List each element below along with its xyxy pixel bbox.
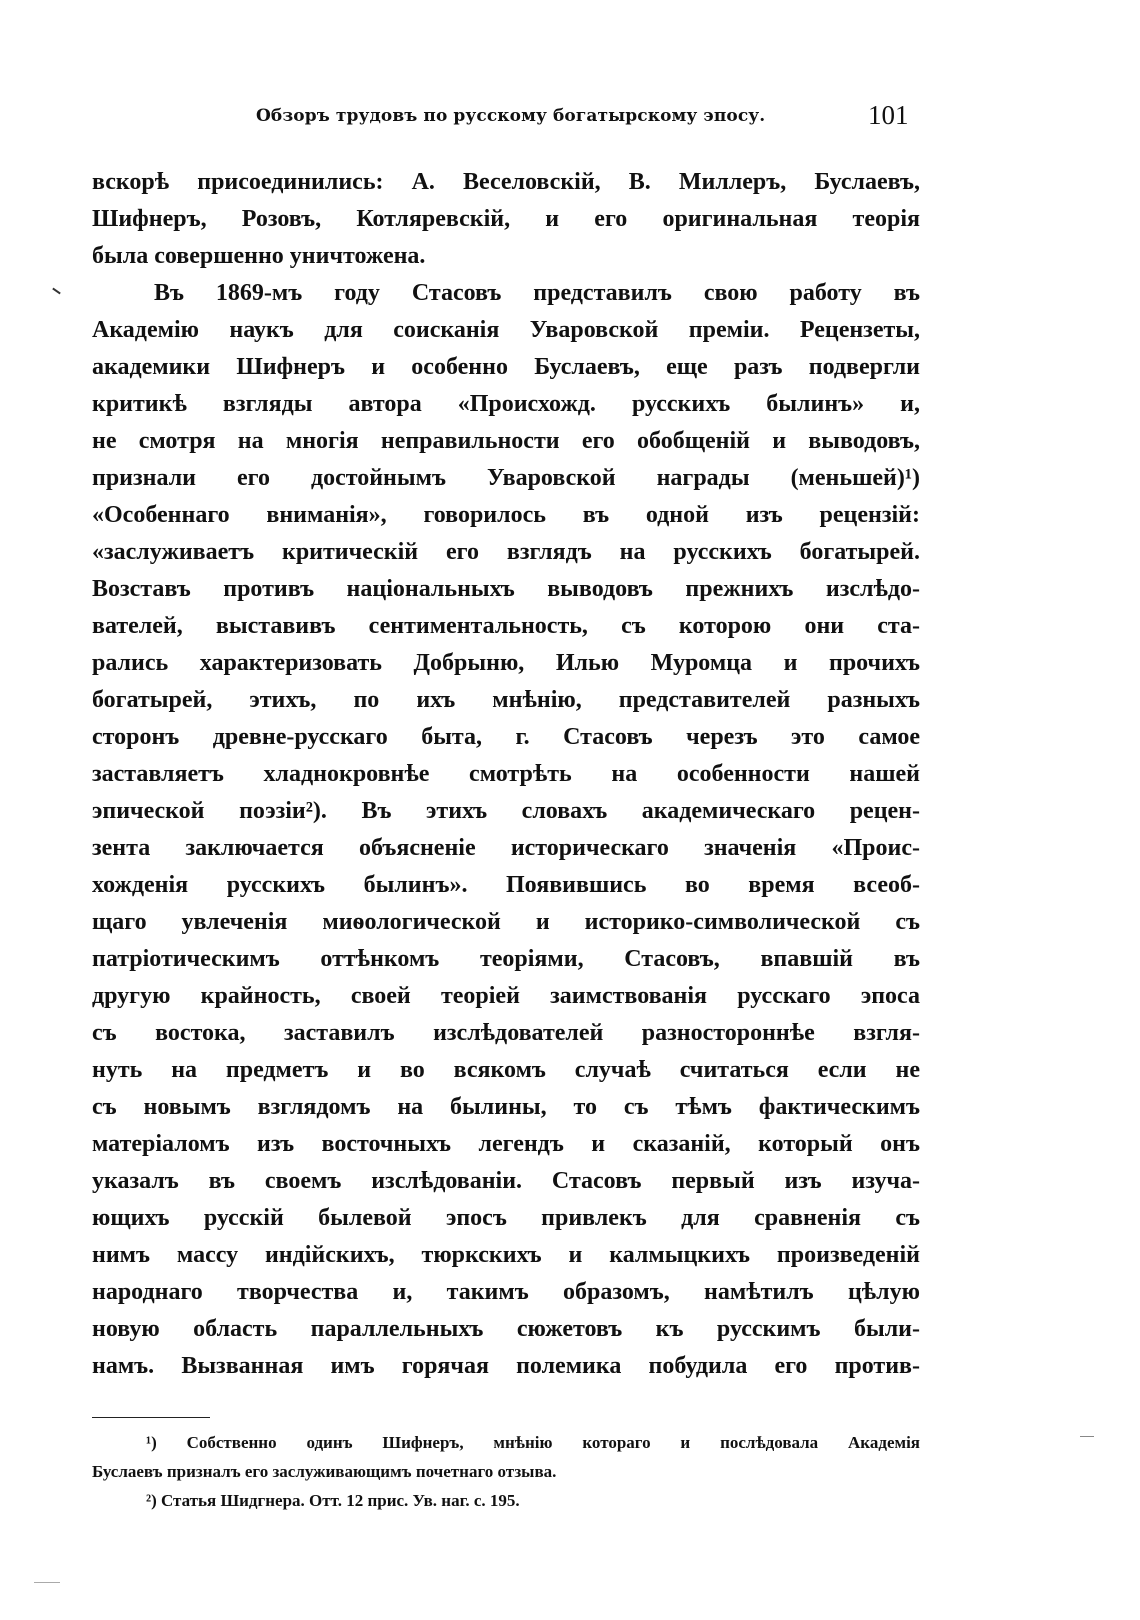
- footnote-divider: [92, 1417, 210, 1418]
- text-line: была совершенно уничтожена.: [92, 243, 426, 269]
- text-line: вскорѣ присоединились: А. Веселовскій, В. Миллеръ, Буслаевъ,: [92, 169, 920, 195]
- text-line: съ новымъ взглядомъ на былины, то съ тѣмъ фактическимъ: [92, 1094, 920, 1120]
- text-line: съ востока, заставилъ изслѣдователей разностороннѣе взгля-: [92, 1020, 920, 1046]
- scan-mark: [34, 1582, 60, 1583]
- text-line: признали его достойнымъ Уваровской награды (меньшей)¹): [92, 465, 920, 491]
- body-text: [92, 164, 920, 1385]
- running-header: Обзоръ трудовъ по русскому богатырскому эпосу.: [256, 106, 766, 126]
- text-line: «заслуживаетъ критическій его взглядъ на русскихъ богатырей.: [92, 539, 920, 565]
- scan-mark: [52, 288, 61, 295]
- text-line: зента заключается объясненіе историческаго значенія «Проис-: [92, 835, 920, 861]
- text-line: другую крайность, своей теоріей заимствованія русскаго эпоса: [92, 983, 920, 1009]
- text-line: не смотря на многія неправильности его обобщеній и выводовъ,: [92, 428, 920, 454]
- text-line: нимъ массу индійскихъ, тюркскихъ и калмыцкихъ произведеній: [92, 1242, 920, 1268]
- text-line: академики Шифнеръ и особенно Буслаевъ, еще разъ подвергли: [92, 354, 920, 380]
- footnote-line: Буслаевъ призналъ его заслуживающимъ почетнаго отзыва.: [92, 1462, 557, 1481]
- text-line: «Особеннаго вниманія», говорилось въ одной изъ рецензій:: [92, 502, 920, 528]
- text-line: богатырей, этихъ, по ихъ мнѣнію, представителей разныхъ: [92, 687, 920, 713]
- text-line: народнаго творчества и, такимъ образомъ, намѣтилъ цѣлую: [92, 1279, 920, 1305]
- text-line: ющихъ русскій былевой эпосъ привлекъ для сравненія съ: [92, 1205, 920, 1231]
- footnotes: [92, 1428, 920, 1515]
- text-line: эпической поэзіи²). Въ этихъ словахъ академическаго рецен-: [92, 798, 920, 824]
- text-line: критикѣ взгляды автора «Происхожд. русскихъ былинъ» и,: [92, 391, 920, 417]
- text-line: щаго увлеченія миѳологической и историко-символической съ: [92, 909, 920, 935]
- scan-mark: [1080, 1436, 1094, 1437]
- text-line: Академію наукъ для соисканія Уваровской преміи. Рецензеты,: [92, 317, 920, 343]
- text-line: матеріаломъ изъ восточныхъ легендъ и сказаній, который онъ: [92, 1131, 920, 1157]
- page-number: 101: [868, 100, 909, 130]
- text-line: Въ 1869-мъ году Стасовъ представилъ свою работу въ: [154, 280, 920, 306]
- text-line: новую область параллельныхъ сюжетовъ къ русскимъ были-: [92, 1316, 920, 1342]
- text-line: сторонъ древне-русскаго быта, г. Стасовъ черезъ это самое: [92, 724, 920, 750]
- text-line: нуть на предметъ и во всякомъ случаѣ считаться если не: [92, 1057, 920, 1083]
- text-line: патріотическимъ оттѣнкомъ теоріями, Стасовъ, впавшій въ: [92, 946, 920, 972]
- footnote-line: ²) Статья Шидгнера. Отт. 12 прис. Ув. наг. с. 195.: [146, 1491, 520, 1510]
- text-line: хожденія русскихъ былинъ». Появившись во время всеоб-: [92, 872, 920, 898]
- text-line: заставляетъ хладнокровнѣе смотрѣть на особенности нашей: [92, 761, 920, 787]
- text-line: Шифнеръ, Розовъ, Котляревскій, и его оригинальная теорія: [92, 206, 920, 232]
- text-line: вателей, выставивъ сентиментальность, съ которою они ста-: [92, 613, 920, 639]
- text-line: рались характеризовать Добрыню, Илью Муромца и прочихъ: [92, 650, 920, 676]
- text-line: намъ. Вызванная имъ горячая полемика побудила его против-: [92, 1353, 920, 1379]
- footnote-line: ¹) Собственно одинъ Шифнеръ, мнѣнію котораго и послѣдовала Академія: [146, 1433, 920, 1452]
- text-line: Возставъ противъ національныхъ выводовъ прежнихъ изслѣдо-: [92, 576, 920, 602]
- text-line: указалъ въ своемъ изслѣдованіи. Стасовъ первый изъ изуча-: [92, 1168, 920, 1194]
